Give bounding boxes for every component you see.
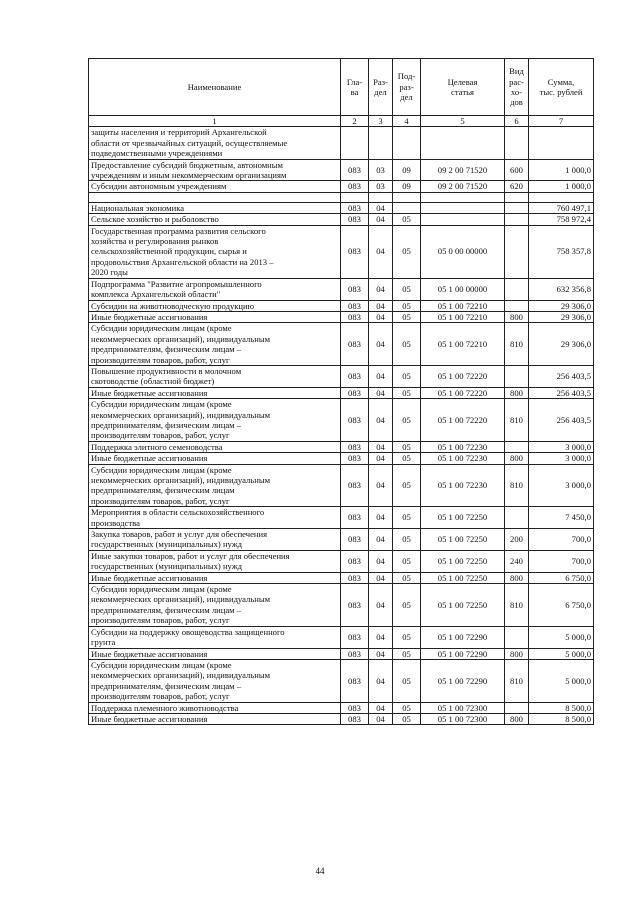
cell-target-article: 05 1 00 72220 bbox=[421, 365, 505, 387]
cell-subsection: 05 bbox=[393, 572, 421, 583]
table-row bbox=[89, 584, 594, 627]
table-row bbox=[89, 365, 594, 387]
cell-expense-type bbox=[505, 214, 529, 225]
table-row bbox=[89, 572, 594, 583]
cell-chapter: 083 bbox=[341, 202, 369, 213]
table-body bbox=[89, 127, 594, 725]
cell-target-article bbox=[421, 192, 505, 202]
cell-subsection: 05 bbox=[393, 626, 421, 648]
cell-name: Субсидии автономным учреждениям bbox=[89, 181, 341, 192]
cell-name: Субсидии юридическим лицам (кроме некоммерческих организаций), индивидуальным предпринимателям, физическим лицам – производителям товаров, работ, услуг bbox=[89, 323, 341, 366]
cell-name: Национальная экономика bbox=[89, 202, 341, 213]
cell-section: 04 bbox=[369, 529, 393, 551]
column-number-7: 7 bbox=[529, 116, 594, 127]
cell-section: 04 bbox=[369, 225, 393, 278]
cell-sum: 632 356,8 bbox=[529, 278, 594, 300]
cell-target-article bbox=[421, 214, 505, 225]
cell-sum: 758 357,8 bbox=[529, 225, 594, 278]
cell-name: Государственная программа развития сельского хозяйства и регулирования рынков сельскохозяйственной продукции, сырья и продовольствия Архангельской области на 2013 – 2020 годы bbox=[89, 225, 341, 278]
cell-chapter: 083 bbox=[341, 626, 369, 648]
cell-chapter: 083 bbox=[341, 659, 369, 702]
cell-name: Субсидии на животноводческую продукцию bbox=[89, 300, 341, 311]
cell-target-article: 05 1 00 72250 bbox=[421, 529, 505, 551]
cell-section: 04 bbox=[369, 202, 393, 213]
cell-subsection: 05 bbox=[393, 584, 421, 627]
cell-sum: 29 306,0 bbox=[529, 323, 594, 366]
cell-expense-type: 810 bbox=[505, 323, 529, 366]
cell-subsection: 05 bbox=[393, 702, 421, 713]
cell-expense-type: 810 bbox=[505, 659, 529, 702]
cell-sum: 5 000,0 bbox=[529, 626, 594, 648]
table-row bbox=[89, 181, 594, 192]
cell-target-article: 09 2 00 71520 bbox=[421, 181, 505, 192]
cell-name: Иные бюджетные ассигнования bbox=[89, 387, 341, 398]
cell-section: 04 bbox=[369, 300, 393, 311]
cell-sum: 256 403,5 bbox=[529, 387, 594, 398]
cell-sum: 758 972,4 bbox=[529, 214, 594, 225]
table-row bbox=[89, 453, 594, 464]
cell-expense-type: 800 bbox=[505, 311, 529, 322]
cell-chapter: 083 bbox=[341, 453, 369, 464]
cell-target-article: 05 1 00 72290 bbox=[421, 659, 505, 702]
cell-chapter bbox=[341, 192, 369, 202]
cell-expense-type: 800 bbox=[505, 387, 529, 398]
header-subsection: Под- раз- дел bbox=[393, 59, 421, 116]
cell-target-article: 05 1 00 00000 bbox=[421, 278, 505, 300]
cell-expense-type: 240 bbox=[505, 550, 529, 572]
table-row bbox=[89, 626, 594, 648]
cell-target-article: 05 1 00 72250 bbox=[421, 507, 505, 529]
table-row bbox=[89, 225, 594, 278]
cell-expense-type: 810 bbox=[505, 399, 529, 442]
cell-name: Поддержка элитного семеноводства bbox=[89, 441, 341, 452]
cell-chapter: 083 bbox=[341, 529, 369, 551]
table-row bbox=[89, 202, 594, 213]
cell-section: 04 bbox=[369, 214, 393, 225]
cell-name: Субсидии юридическим лицам (кроме некоммерческих организаций), индивидуальным предпринимателям, физическим лицам – производителям товаров, работ, услуг bbox=[89, 584, 341, 627]
cell-sum: 29 306,0 bbox=[529, 300, 594, 311]
cell-subsection: 05 bbox=[393, 300, 421, 311]
header-target-article: Целевая статья bbox=[421, 59, 505, 116]
table-row bbox=[89, 529, 594, 551]
cell-target-article: 05 1 00 72290 bbox=[421, 648, 505, 659]
cell-target-article: 05 1 00 72220 bbox=[421, 399, 505, 442]
cell-expense-type bbox=[505, 441, 529, 452]
cell-sum: 3 000,0 bbox=[529, 453, 594, 464]
cell-chapter: 083 bbox=[341, 702, 369, 713]
cell-subsection bbox=[393, 192, 421, 202]
cell-chapter bbox=[341, 127, 369, 159]
cell-target-article bbox=[421, 127, 505, 159]
cell-name: Иные бюджетные ассигнования bbox=[89, 648, 341, 659]
cell-chapter: 083 bbox=[341, 365, 369, 387]
cell-section: 04 bbox=[369, 399, 393, 442]
cell-target-article: 05 1 00 72250 bbox=[421, 572, 505, 583]
cell-section bbox=[369, 127, 393, 159]
cell-expense-type bbox=[505, 300, 529, 311]
cell-sum: 5 000,0 bbox=[529, 648, 594, 659]
header-sum: Сумма, тыс. рублей bbox=[529, 59, 594, 116]
cell-expense-type: 620 bbox=[505, 181, 529, 192]
cell-section: 04 bbox=[369, 323, 393, 366]
cell-name: Иные бюджетные ассигнования bbox=[89, 572, 341, 583]
table-row bbox=[89, 464, 594, 507]
cell-expense-type bbox=[505, 192, 529, 202]
cell-subsection: 05 bbox=[393, 464, 421, 507]
cell-sum: 700,0 bbox=[529, 529, 594, 551]
table-row bbox=[89, 702, 594, 713]
cell-chapter: 083 bbox=[341, 181, 369, 192]
cell-chapter: 083 bbox=[341, 300, 369, 311]
cell-section: 04 bbox=[369, 453, 393, 464]
cell-expense-type: 800 bbox=[505, 453, 529, 464]
cell-chapter: 083 bbox=[341, 648, 369, 659]
cell-chapter: 083 bbox=[341, 550, 369, 572]
header-name: Наименование bbox=[89, 59, 341, 116]
cell-sum: 3 000,0 bbox=[529, 464, 594, 507]
cell-chapter: 083 bbox=[341, 572, 369, 583]
page-number: 44 bbox=[315, 866, 325, 876]
table-row bbox=[89, 127, 594, 159]
budget-table bbox=[88, 58, 594, 725]
cell-expense-type bbox=[505, 702, 529, 713]
cell-section: 04 bbox=[369, 626, 393, 648]
cell-expense-type bbox=[505, 507, 529, 529]
cell-section: 03 bbox=[369, 159, 393, 181]
cell-section: 04 bbox=[369, 387, 393, 398]
cell-sum: 1 000,0 bbox=[529, 159, 594, 181]
cell-subsection: 05 bbox=[393, 453, 421, 464]
cell-sum: 3 000,0 bbox=[529, 441, 594, 452]
cell-section: 04 bbox=[369, 572, 393, 583]
cell-name: Подпрограмма "Развитие агропромышленного комплекса Архангельской области" bbox=[89, 278, 341, 300]
table-row bbox=[89, 214, 594, 225]
cell-chapter: 083 bbox=[341, 584, 369, 627]
cell-name: Поддержка племенного животноводства bbox=[89, 702, 341, 713]
cell-name: Субсидии юридическим лицам (кроме некоммерческих организаций), индивидуальным предпринимателям, физическим лицам – производителям товаров, работ, услуг bbox=[89, 399, 341, 442]
cell-name: Сельское хозяйство и рыболовство bbox=[89, 214, 341, 225]
cell-sum: 1 000,0 bbox=[529, 181, 594, 192]
cell-name: Закупка товаров, работ и услуг для обеспечения государственных (муниципальных) нужд bbox=[89, 529, 341, 551]
cell-sum: 6 750,0 bbox=[529, 584, 594, 627]
cell-target-article: 05 1 00 72230 bbox=[421, 453, 505, 464]
cell-subsection: 05 bbox=[393, 399, 421, 442]
cell-sum: 760 497,1 bbox=[529, 202, 594, 213]
column-number-5: 5 bbox=[421, 116, 505, 127]
cell-chapter: 083 bbox=[341, 225, 369, 278]
table-row bbox=[89, 192, 594, 202]
table-row bbox=[89, 300, 594, 311]
table-row bbox=[89, 159, 594, 181]
cell-target-article: 05 1 00 72250 bbox=[421, 584, 505, 627]
cell-subsection: 05 bbox=[393, 365, 421, 387]
cell-section: 04 bbox=[369, 550, 393, 572]
cell-section: 04 bbox=[369, 507, 393, 529]
cell-target-article: 05 1 00 72210 bbox=[421, 300, 505, 311]
cell-section: 04 bbox=[369, 584, 393, 627]
cell-chapter: 083 bbox=[341, 399, 369, 442]
cell-section: 04 bbox=[369, 365, 393, 387]
cell-expense-type bbox=[505, 365, 529, 387]
table-row bbox=[89, 550, 594, 572]
cell-sum bbox=[529, 192, 594, 202]
cell-section: 04 bbox=[369, 441, 393, 452]
cell-target-article: 05 1 00 72210 bbox=[421, 323, 505, 366]
cell-expense-type: 600 bbox=[505, 159, 529, 181]
cell-target-article: 05 1 00 72230 bbox=[421, 464, 505, 507]
cell-chapter: 083 bbox=[341, 311, 369, 322]
table-row bbox=[89, 323, 594, 366]
table-row bbox=[89, 387, 594, 398]
cell-expense-type: 800 bbox=[505, 713, 529, 724]
cell-expense-type: 810 bbox=[505, 464, 529, 507]
column-number-4: 4 bbox=[393, 116, 421, 127]
column-number-6: 6 bbox=[505, 116, 529, 127]
cell-expense-type bbox=[505, 225, 529, 278]
cell-target-article: 05 1 00 72300 bbox=[421, 713, 505, 724]
cell-chapter: 083 bbox=[341, 214, 369, 225]
cell-chapter: 083 bbox=[341, 387, 369, 398]
cell-expense-type: 200 bbox=[505, 529, 529, 551]
cell-chapter: 083 bbox=[341, 278, 369, 300]
cell-chapter: 083 bbox=[341, 464, 369, 507]
cell-expense-type bbox=[505, 626, 529, 648]
cell-subsection: 09 bbox=[393, 181, 421, 192]
cell-subsection: 05 bbox=[393, 225, 421, 278]
cell-sum: 5 000,0 bbox=[529, 659, 594, 702]
cell-expense-type bbox=[505, 127, 529, 159]
cell-sum: 700,0 bbox=[529, 550, 594, 572]
cell-subsection: 05 bbox=[393, 713, 421, 724]
cell-name: Иные бюджетные ассигнования bbox=[89, 311, 341, 322]
cell-name bbox=[89, 192, 341, 202]
cell-target-article: 05 1 00 72220 bbox=[421, 387, 505, 398]
table-row bbox=[89, 278, 594, 300]
cell-expense-type: 810 bbox=[505, 584, 529, 627]
cell-subsection: 05 bbox=[393, 507, 421, 529]
cell-name: Иные бюджетные ассигнования bbox=[89, 453, 341, 464]
cell-section: 03 bbox=[369, 181, 393, 192]
header-expense-type: Вид рас- хо- дов bbox=[505, 59, 529, 116]
table-column-numbers-row bbox=[89, 116, 594, 127]
cell-subsection: 05 bbox=[393, 648, 421, 659]
table-row bbox=[89, 648, 594, 659]
column-number-2: 2 bbox=[341, 116, 369, 127]
cell-section: 04 bbox=[369, 648, 393, 659]
cell-subsection: 05 bbox=[393, 323, 421, 366]
cell-expense-type: 800 bbox=[505, 648, 529, 659]
cell-sum: 6 750,0 bbox=[529, 572, 594, 583]
cell-target-article: 05 1 00 72230 bbox=[421, 441, 505, 452]
cell-expense-type: 800 bbox=[505, 572, 529, 583]
table-row bbox=[89, 399, 594, 442]
cell-section: 04 bbox=[369, 464, 393, 507]
cell-expense-type bbox=[505, 202, 529, 213]
table-row bbox=[89, 507, 594, 529]
cell-chapter: 083 bbox=[341, 159, 369, 181]
cell-subsection: 05 bbox=[393, 214, 421, 225]
cell-sum: 29 306,0 bbox=[529, 311, 594, 322]
cell-section: 04 bbox=[369, 702, 393, 713]
cell-target-article: 05 1 00 72290 bbox=[421, 626, 505, 648]
cell-section bbox=[369, 192, 393, 202]
header-chapter: Гла- ва bbox=[341, 59, 369, 116]
cell-name: Мероприятия в области сельскохозяйственного производства bbox=[89, 507, 341, 529]
column-number-1: 1 bbox=[89, 116, 341, 127]
cell-expense-type bbox=[505, 278, 529, 300]
cell-subsection bbox=[393, 202, 421, 213]
column-number-3: 3 bbox=[369, 116, 393, 127]
cell-name: Субсидии юридическим лицам (кроме некоммерческих организаций), индивидуальным предпринимателям, физическим лицам производителям товаров, работ, услуг bbox=[89, 464, 341, 507]
cell-section: 04 bbox=[369, 278, 393, 300]
cell-sum: 8 500,0 bbox=[529, 713, 594, 724]
header-section: Раз- дел bbox=[369, 59, 393, 116]
cell-name: Иные бюджетные ассигнования bbox=[89, 713, 341, 724]
cell-target-article: 05 1 00 72210 bbox=[421, 311, 505, 322]
cell-sum: 256 403,5 bbox=[529, 365, 594, 387]
cell-sum: 7 450,0 bbox=[529, 507, 594, 529]
table-row bbox=[89, 659, 594, 702]
cell-sum: 256 403,5 bbox=[529, 399, 594, 442]
cell-subsection: 05 bbox=[393, 550, 421, 572]
cell-subsection bbox=[393, 127, 421, 159]
cell-target-article: 05 1 00 72300 bbox=[421, 702, 505, 713]
cell-chapter: 083 bbox=[341, 323, 369, 366]
table-row bbox=[89, 441, 594, 452]
cell-sum: 8 500,0 bbox=[529, 702, 594, 713]
cell-name: Субсидии на поддержку овощеводства защищенного грунта bbox=[89, 626, 341, 648]
cell-name: Повышение продуктивности в молочном скотоводстве (областной бюджет) bbox=[89, 365, 341, 387]
cell-subsection: 05 bbox=[393, 529, 421, 551]
cell-chapter: 083 bbox=[341, 507, 369, 529]
cell-name: защиты населения и территорий Архангельской области от чрезвычайных ситуаций, осуществляемые подведомственными учреждениями bbox=[89, 127, 341, 159]
cell-target-article: 05 0 00 00000 bbox=[421, 225, 505, 278]
cell-sum bbox=[529, 127, 594, 159]
cell-section: 04 bbox=[369, 659, 393, 702]
cell-subsection: 05 bbox=[393, 441, 421, 452]
cell-subsection: 05 bbox=[393, 278, 421, 300]
table-row bbox=[89, 311, 594, 322]
cell-target-article: 09 2 00 71520 bbox=[421, 159, 505, 181]
cell-name: Иные закупки товаров, работ и услуг для обеспечения государственных (муниципальных) нужд bbox=[89, 550, 341, 572]
cell-target-article: 05 1 00 72250 bbox=[421, 550, 505, 572]
cell-section: 04 bbox=[369, 311, 393, 322]
cell-chapter: 083 bbox=[341, 441, 369, 452]
cell-name: Субсидии юридическим лицам (кроме некоммерческих организаций), индивидуальным предпринимателям, физическим лицам – производителям товаров, работ, услуг bbox=[89, 659, 341, 702]
table-row bbox=[89, 713, 594, 724]
cell-subsection: 05 bbox=[393, 659, 421, 702]
cell-section: 04 bbox=[369, 713, 393, 724]
cell-name: Предоставление субсидий бюджетным, автономным учреждениям и иным некоммерческим организациям bbox=[89, 159, 341, 181]
cell-subsection: 05 bbox=[393, 311, 421, 322]
table-header-row bbox=[89, 59, 594, 116]
cell-target-article bbox=[421, 202, 505, 213]
cell-subsection: 09 bbox=[393, 159, 421, 181]
cell-chapter: 083 bbox=[341, 713, 369, 724]
cell-subsection: 05 bbox=[393, 387, 421, 398]
